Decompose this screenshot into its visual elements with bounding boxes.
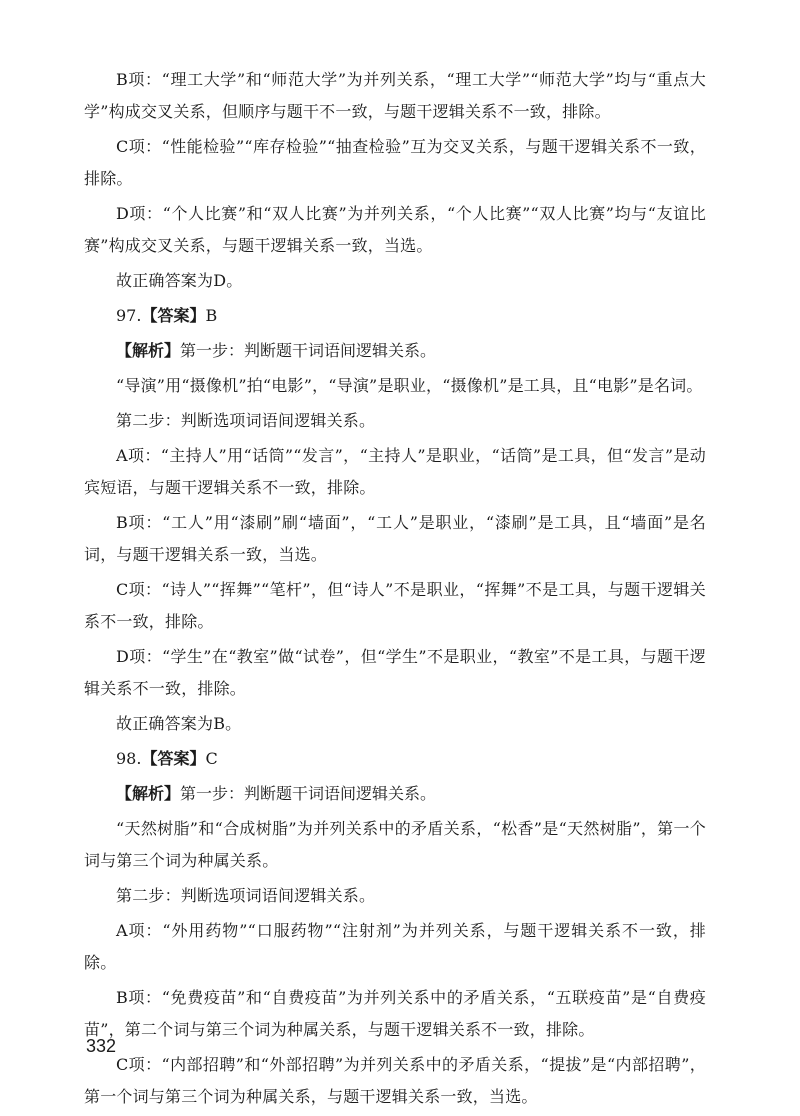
paragraph: 第二步：判断选项词语间逻辑关系。: [116, 411, 376, 430]
paragraph: D项：“个人比赛”和“双人比赛”为并列关系，“个人比赛”“双人比赛”均与“友谊比赛”构成交叉关系，与题干逻辑关系一致，当选。: [84, 204, 706, 255]
question-number: 97.: [116, 306, 142, 325]
answer-value: B: [205, 306, 218, 325]
analysis-text: 第一步：判断题干词语间逻辑关系。: [180, 784, 437, 803]
paragraph: C项：“内部招聘”和“外部招聘”为并列关系中的矛盾关系，“提拔”是“内部招聘”，第一个词与第三个词为种属关系，与题干逻辑关系一致，当选。: [84, 1055, 706, 1106]
paragraph: D项：“学生”在“教室”做“试卷”，但“学生”不是职业，“教室”不是工具，与题干逻辑关系不一致，排除。: [84, 647, 706, 698]
paragraph: B项：“理工大学”和“师范大学”为并列关系，“理工大学”“师范大学”均与“重点大学”构成交叉关系，但顺序与题干不一致，与题干逻辑关系不一致，排除。: [84, 70, 706, 121]
paragraph: C项：“性能检验”“库存检验”“抽查检验”互为交叉关系，与题干逻辑关系不一致，排除。: [84, 137, 706, 188]
conclusion: 故正确答案为D。: [116, 271, 243, 290]
analysis-heading: [84, 335, 706, 367]
paragraph: C项：“诗人”“挥舞”“笔杆”，但“诗人”不是职业，“挥舞”不是工具，与题干逻辑关系不一致，排除。: [84, 580, 706, 631]
conclusion: 故正确答案为B。: [116, 714, 242, 733]
answer-heading: [84, 743, 706, 775]
paragraph: B项：“免费疫苗”和“自费疫苗”为并列关系中的矛盾关系，“五联疫苗”是“自费疫苗”，第二个词与第三个词为种属关系，与题干逻辑关系不一致，排除。: [84, 988, 706, 1039]
analysis-heading: [84, 778, 706, 810]
analysis-label: 【解析】: [116, 784, 181, 803]
paragraph: “导演”用“摄像机”拍“电影”，“导演”是职业，“摄像机”是工具，且“电影”是名词。: [116, 376, 703, 395]
page-content: [84, 64, 706, 1116]
paragraph: A项：“外用药物”“口服药物”“注射剂”为并列关系，与题干逻辑关系不一致，排除。: [84, 921, 706, 972]
paragraph: B项：“工人”用“漆刷”刷“墙面”，“工人”是职业，“漆刷”是工具，且“墙面”是名词，与题干逻辑关系一致，当选。: [84, 513, 706, 564]
answer-label: 【答案】: [141, 306, 206, 325]
analysis-label: 【解析】: [116, 341, 181, 360]
paragraph: A项：“主持人”用“话筒”“发言”，“主持人”是职业，“话筒”是工具，但“发言”是动宾短语，与题干逻辑关系不一致，排除。: [84, 446, 706, 497]
answer-value: C: [205, 749, 218, 768]
question-number: 98.: [116, 749, 142, 768]
answer-heading: [84, 300, 706, 332]
paragraph: “天然树脂”和“合成树脂”为并列关系中的矛盾关系，“松香”是“天然树脂”，第一个词与第三个词为种属关系。: [84, 819, 706, 870]
page-number: 332: [86, 1036, 117, 1056]
answer-label: 【答案】: [141, 749, 206, 768]
analysis-text: 第一步：判断题干词语间逻辑关系。: [180, 341, 437, 360]
paragraph: 第二步：判断选项词语间逻辑关系。: [116, 886, 376, 905]
